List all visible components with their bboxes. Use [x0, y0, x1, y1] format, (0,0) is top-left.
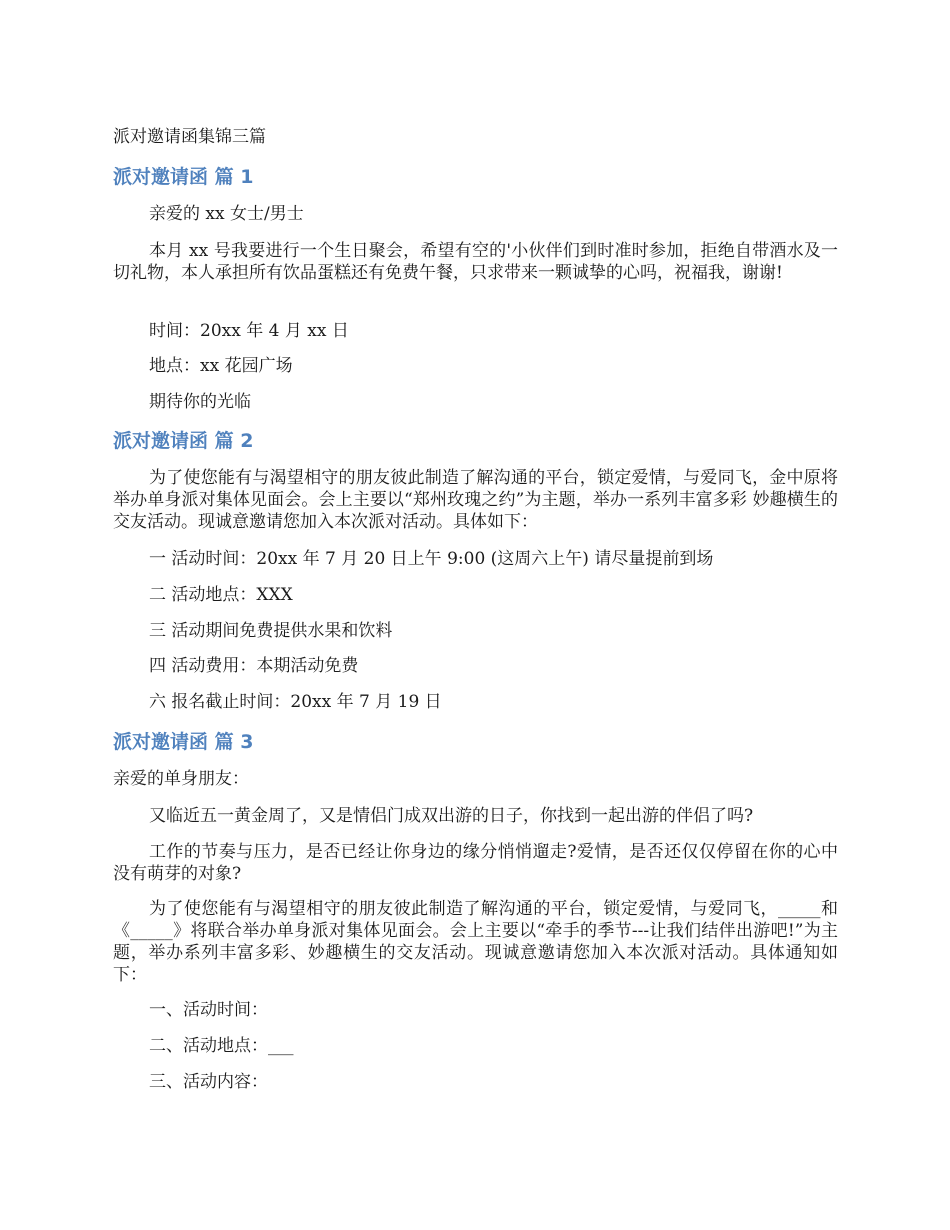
section-2-body: 为了使您能有与渴望相守的朋友彼此制造了解沟通的平台，锁定爱情，与爱同飞，金中原将举办单身派对集体见面会。会上主要以“郑州玫瑰之约”为主题，举办一系列丰富多彩 妙趣横生的交友活动。现诚意邀请您加入本次派对活动。具体如下：: [113, 468, 838, 532]
section-2-item: 六 报名截止时间：20xx 年 7 月 19 日: [149, 692, 442, 712]
section-2-item: 三 活动期间免费提供水果和饮料: [149, 621, 393, 641]
section-2-item: 四 活动费用：本期活动免费: [149, 656, 359, 676]
document-title: 派对邀请函集锦三篇: [113, 127, 266, 147]
section-3-item: 二、活动地点：___: [149, 1036, 294, 1056]
section-2-heading: 派对邀请函 篇 2: [113, 430, 254, 452]
section-3-heading: 派对邀请函 篇 3: [113, 731, 254, 753]
section-2-item: 二 活动地点：XXX: [149, 585, 293, 605]
section-3-item: 三、活动内容：: [149, 1072, 268, 1092]
section-1-closing: 期待你的光临: [149, 392, 251, 412]
section-2-item: 一 活动时间：20xx 年 7 月 20 日上午 9:00 (这周六上午) 请尽量提前到场: [149, 549, 714, 569]
section-3-paragraph: 为了使您能有与渴望相守的朋友彼此制造了解沟通的平台，锁定爱情，与爱同飞，_____和《_____》将联合举办单身派对集体见面会。会上主要以“牵手的季节---让我们结伴出游吧!”为主题，举办系列丰富多彩、妙趣横生的交友活动。现诚意邀请您加入本次派对活动。具体通知如下：: [113, 899, 838, 985]
section-1-greeting: 亲爱的 xx 女士/男士: [149, 204, 304, 224]
section-3-paragraph: 又临近五一黄金周了，又是情侣门成双出游的日子，你找到一起出游的伴侣了吗?: [149, 806, 754, 826]
section-3-greeting: 亲爱的单身朋友：: [113, 769, 249, 789]
section-1-place: 地点：xx 花园广场: [149, 356, 293, 376]
section-3-paragraph: 工作的节奏与压力，是否已经让你身边的缘分悄悄遛走?爱情，是否还仅仅停留在你的心中没有萌芽的对象?: [113, 842, 838, 884]
section-3-item: 一、活动时间：: [149, 1000, 268, 1020]
section-1-time: 时间：20xx 年 4 月 xx 日: [149, 321, 349, 341]
section-1-heading: 派对邀请函 篇 1: [113, 166, 254, 188]
section-1-body: 本月 xx 号我要进行一个生日聚会，希望有空的'小伙伴们到时准时参加，拒绝自带酒水及一切礼物，本人承担所有饮品蛋糕还有免费午餐，只求带来一颗诚挚的心吗，祝福我，谢谢!: [113, 241, 838, 283]
